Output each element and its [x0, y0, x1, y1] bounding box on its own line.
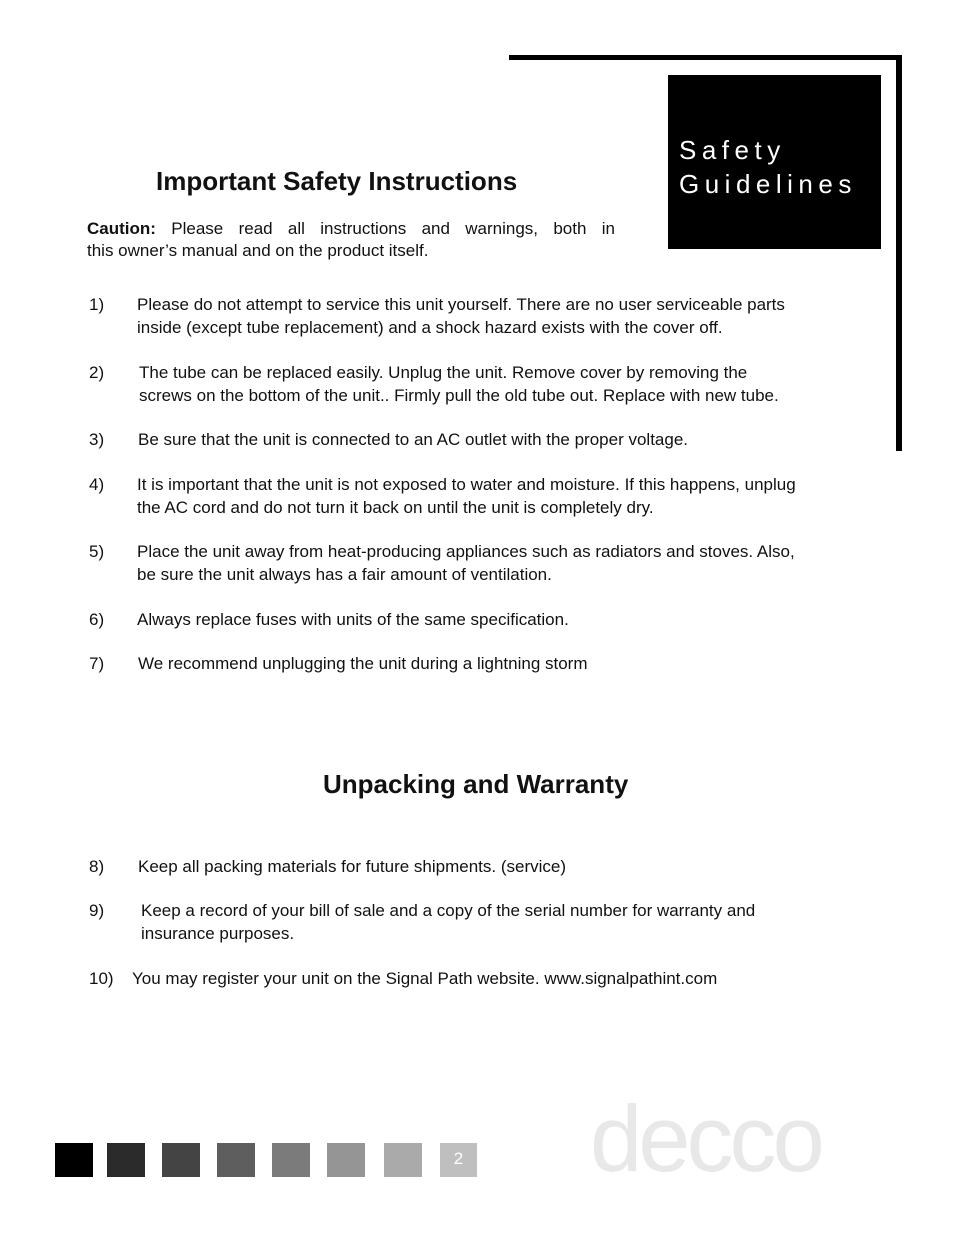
list-item-line: insurance purposes.	[141, 923, 295, 943]
caution-label: Caution:	[87, 219, 156, 238]
list-item-line: Keep all packing materials for future shipments. (service)	[138, 857, 567, 876]
list-item-number: 3)	[89, 430, 105, 449]
list-item-line: screws on the bottom of the unit.. Firmly pull the old tube out. Replace with new tube.	[139, 385, 779, 405]
list-item-text	[138, 856, 566, 879]
logo-wordmark: decco	[590, 1086, 821, 1181]
list-item-line: Place the unit away from heat-producing appliances such as radiators and stoves. Also,	[137, 542, 795, 561]
caution-text-1: Please read all instructions and warnings, both in	[171, 219, 615, 238]
warranty-heading: Unpacking and Warranty	[323, 769, 629, 799]
footer-square	[107, 1143, 145, 1177]
list-item-number: 5)	[89, 542, 105, 561]
caution-text-2: this owner’s manual and on the product itself.	[87, 241, 429, 260]
frame-top-rule	[509, 55, 902, 60]
footer-square	[384, 1143, 422, 1177]
list-item-text	[137, 474, 796, 519]
frame-right-rule	[896, 55, 902, 451]
list-item-line: the AC cord and do not turn it back on until the unit is completely dry.	[137, 497, 654, 517]
list-item-text	[137, 294, 785, 339]
list-item-line: be sure the unit always has a fair amount of ventilation.	[137, 564, 552, 584]
section-tab-line2: Guidelines	[679, 169, 857, 199]
list-item-line: The tube can be replaced easily. Unplug the unit. Remove cover by removing the	[139, 363, 748, 382]
section-tab	[668, 75, 881, 249]
list-item-number: 9)	[89, 901, 105, 920]
list-item-line: Keep a record of your bill of sale and a copy of the serial number for warranty and	[141, 901, 756, 920]
list-item-text	[137, 609, 569, 632]
list-item-number: 1)	[89, 295, 105, 314]
list-item-number: 6)	[89, 610, 105, 629]
footer-square	[55, 1143, 93, 1177]
page-number: 2	[440, 1143, 477, 1177]
list-item-number: 7)	[89, 654, 105, 673]
list-item-line: It is important that the unit is not exposed to water and moisture. If this happens, unplug	[137, 475, 796, 494]
footer-square	[217, 1143, 255, 1177]
safety-heading: Important Safety Instructions	[156, 166, 518, 196]
list-item-text	[132, 968, 717, 991]
list-item-text	[138, 429, 688, 452]
list-item-line: Always replace fuses with units of the same specification.	[137, 610, 569, 629]
caution-note	[87, 218, 615, 262]
section-tab-line1: Safety	[679, 135, 786, 165]
list-item-text	[141, 900, 755, 945]
list-item-line: You may register your unit on the Signal Path website. www.signalpathint.com	[132, 969, 718, 988]
footer-square	[327, 1143, 365, 1177]
list-item-text	[138, 653, 588, 676]
list-item-text	[137, 541, 795, 586]
list-item-line: Please do not attempt to service this unit yourself. There are no user serviceable parts	[137, 295, 785, 314]
footer-square	[272, 1143, 310, 1177]
list-item-line: inside (except tube replacement) and a shock hazard exists with the cover off.	[137, 317, 723, 337]
list-item-line: Be sure that the unit is connected to an AC outlet with the proper voltage.	[138, 430, 689, 449]
footer-square	[162, 1143, 200, 1177]
list-item-text	[139, 362, 779, 407]
list-item-number: 2)	[89, 363, 105, 382]
caution-line-1	[87, 218, 615, 240]
list-item-number: 10)	[89, 969, 114, 988]
decco-logo	[590, 1085, 835, 1181]
list-item-number: 8)	[89, 857, 105, 876]
list-item-line: We recommend unplugging the unit during a lightning storm	[138, 654, 588, 673]
list-item-number: 4)	[89, 475, 105, 494]
